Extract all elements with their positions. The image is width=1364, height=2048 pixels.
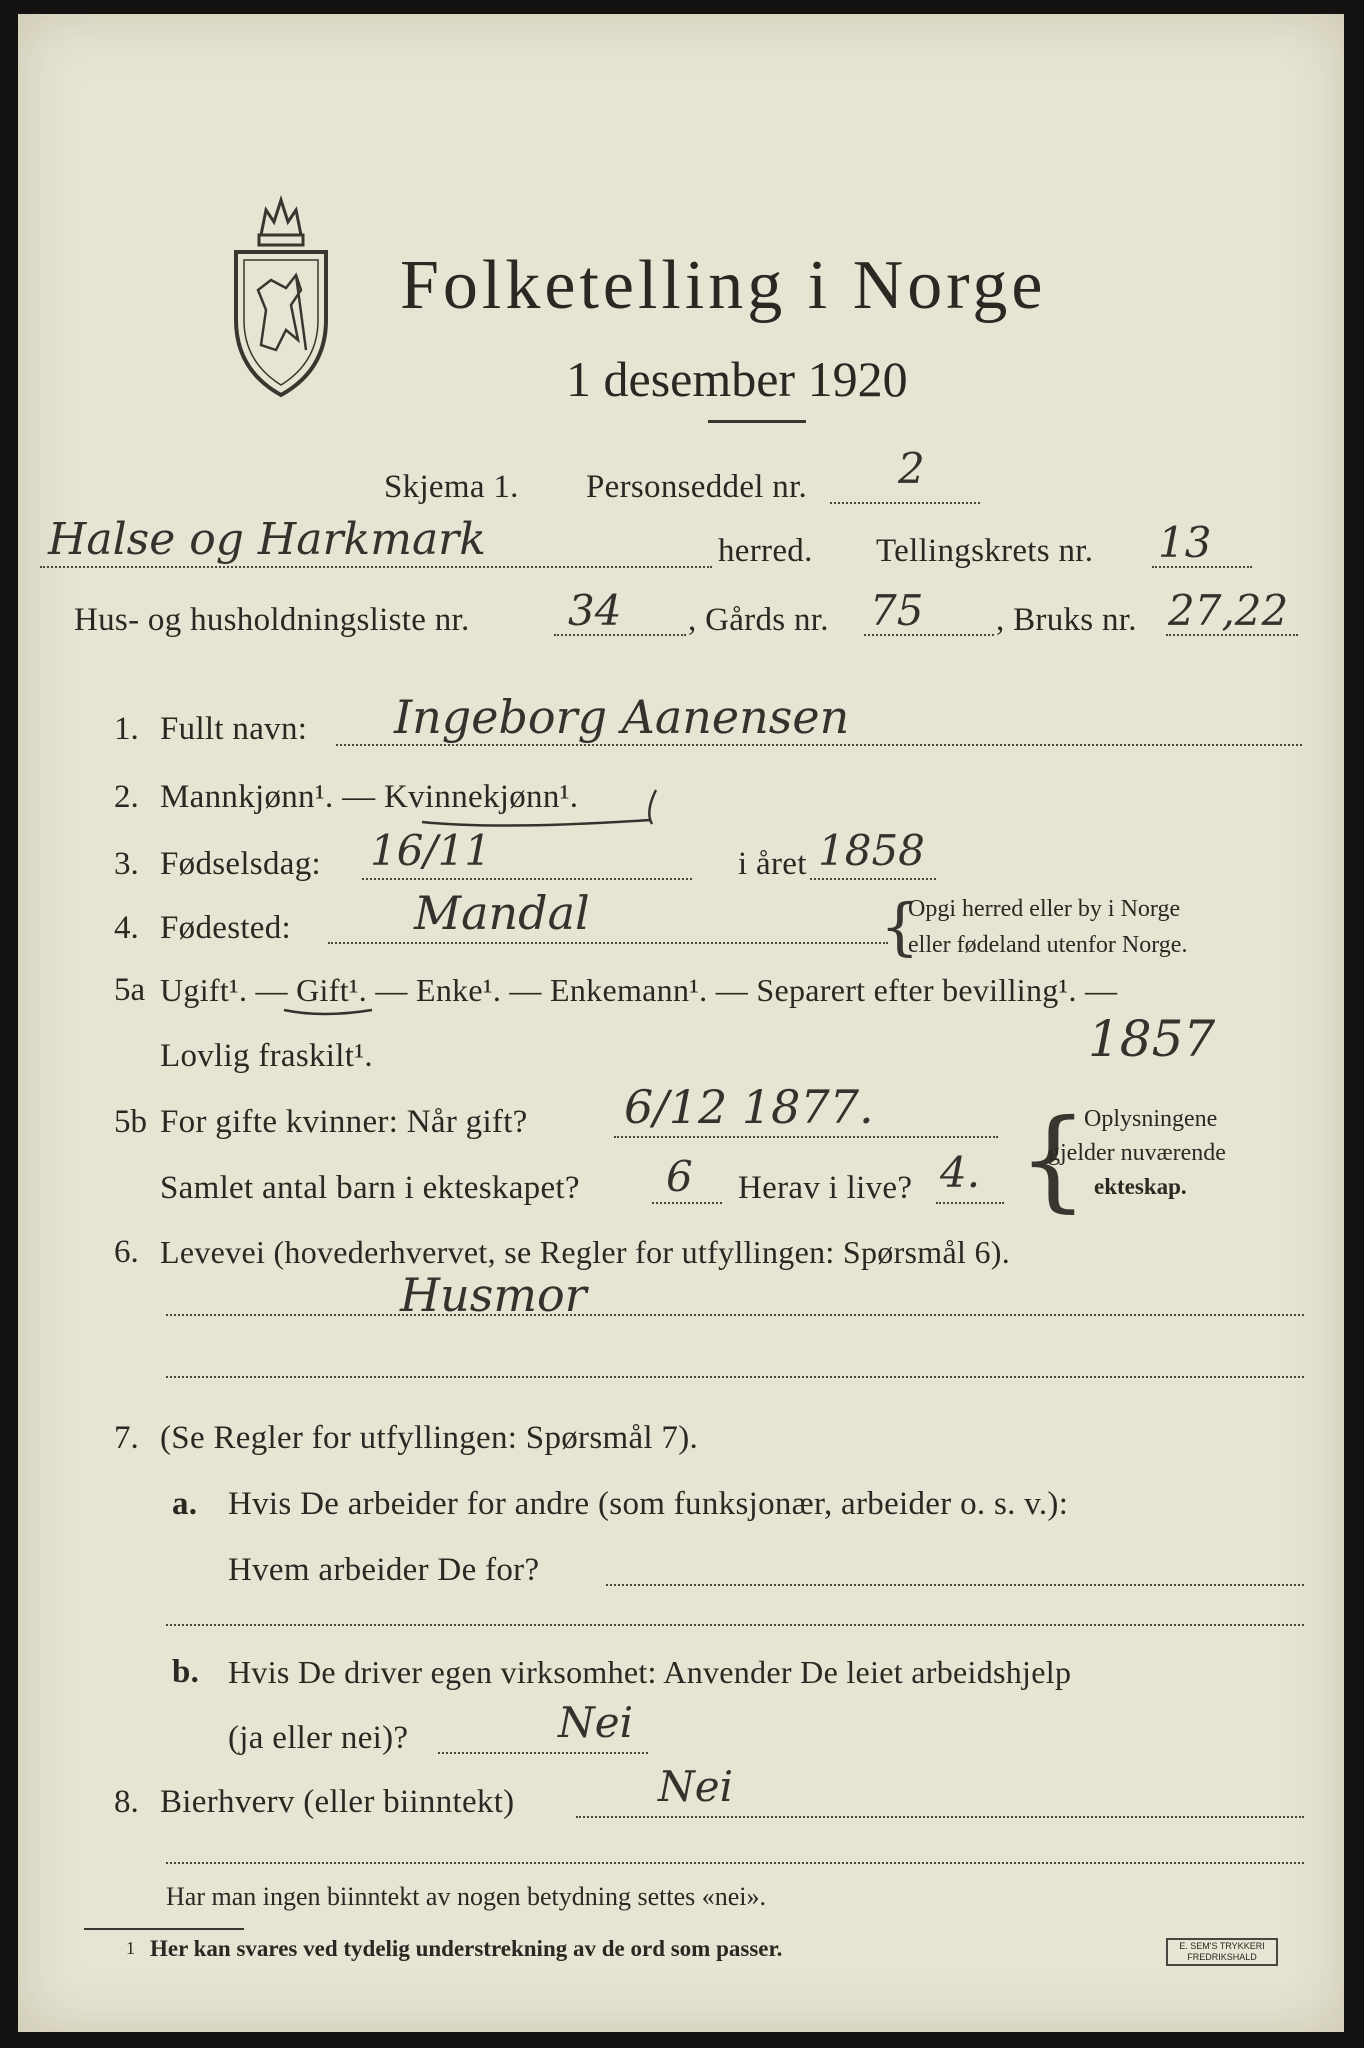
gards-value: 75 (870, 586, 924, 635)
q3-value: 16/11 (370, 826, 492, 875)
herred-line (40, 566, 712, 568)
q5b-live-value: 4. (940, 1148, 981, 1197)
q8-line (576, 1816, 1304, 1818)
q4-label: Fødested: (160, 910, 292, 946)
q5a-line2: Lovlig fraskilt¹. (160, 1038, 373, 1074)
q1-line (336, 744, 1302, 746)
q7-label: (Se Regler for utfyllingen: Spørsmål 7). (160, 1420, 699, 1456)
q7b-line (438, 1752, 648, 1754)
q7b-letter: b. (172, 1654, 200, 1690)
q7a-letter: a. (172, 1486, 198, 1522)
q3-year-value: 1858 (818, 826, 925, 875)
q3-label: Fødselsdag: (160, 846, 321, 882)
q5b-line2-label: Samlet antal barn i ekteskapet? (160, 1170, 580, 1206)
q5a-underline-mark (282, 1004, 378, 1020)
skjema-label: Skjema 1. (384, 469, 519, 505)
q6-line2 (166, 1376, 1304, 1378)
q4-note-line1: Opgi herred eller by i Norge (908, 896, 1181, 922)
q5b-brace: { (1018, 1095, 1088, 1223)
bruks-label: , Bruks nr. (996, 602, 1137, 638)
footnote-text: Her kan svares ved tydelig understrekning av de ord som passer. (150, 1936, 783, 1961)
q6-value: Husmor (400, 1268, 587, 1322)
q5b-note-line1: Oplysningene (1084, 1106, 1218, 1132)
q7b-line1: Hvis De driver egen virksomhet: Anvender De leiet arbeidshjelp (228, 1654, 1072, 1690)
q8-value: Nei (658, 1762, 734, 1811)
footer-note: Har man ingen biinntekt av nogen betydning settes «nei». (166, 1882, 767, 1911)
q4-brace: { (880, 890, 920, 963)
q3-number: 3. (114, 846, 139, 882)
q5b-note-line3: ekteskap. (1094, 1174, 1187, 1199)
coat-of-arms-icon (226, 190, 336, 400)
q6-label: Levevei (hovederhvervet, se Regler for utfyllingen: Spørsmål 6). (160, 1234, 1011, 1270)
herred-value: Halse og Harkmark (48, 514, 486, 565)
q4-note-line2: eller fødeland utenfor Norge. (908, 932, 1188, 958)
gards-label: , Gårds nr. (688, 602, 829, 638)
personseddel-value: 2 (898, 444, 925, 493)
footnote-divider (84, 1928, 244, 1930)
title-divider (708, 420, 806, 423)
q3-year-line (810, 878, 936, 880)
q3-year-label: i året (738, 846, 807, 882)
q4-value: Mandal (414, 886, 590, 940)
personseddel-line (830, 502, 980, 504)
q3-line (362, 878, 692, 880)
herred-label: herred. (718, 533, 813, 569)
q6-number: 6. (114, 1234, 139, 1270)
tellingskrets-label: Tellingskrets nr. (876, 533, 1094, 569)
q5b-line1-label: For gifte kvinner: Når gift? (160, 1104, 528, 1140)
q8-extra-line (166, 1862, 1304, 1864)
printer-stamp: E. SEM'S TRYKKERI FREDRIKSHALD (1166, 1938, 1278, 1966)
q7b-value: Nei (558, 1698, 634, 1747)
q1-label: Fullt navn: (160, 711, 308, 747)
form-title: Folketelling i Norge (400, 247, 1047, 324)
q6-line1 (166, 1314, 1304, 1316)
q5b-note-line2: gjelder nuværende (1048, 1140, 1226, 1166)
q5a-margin-note: 1857 (1088, 1010, 1216, 1068)
q5b-line1-line (614, 1136, 998, 1138)
q7a-line2: Hvem arbeider De for? (228, 1552, 540, 1588)
q5b-number: 5b (114, 1104, 147, 1140)
tellingskrets-value: 13 (1158, 518, 1212, 567)
q8-label: Bierhverv (eller biinntekt) (160, 1784, 515, 1820)
footnote-mark: 1 (126, 1938, 135, 1958)
q1-number: 1. (114, 711, 139, 747)
q5b-line2-line (652, 1202, 722, 1204)
q5b-live-line (936, 1202, 1004, 1204)
q4-line (328, 942, 888, 944)
q7a-extra-line (166, 1624, 1304, 1626)
q5a-number: 5a (114, 972, 146, 1008)
q5b-line1-value: 6/12 1877. (624, 1080, 874, 1134)
q2-number: 2. (114, 779, 139, 815)
q7a-line1: Hvis De arbeider for andre (som funksjonær, arbeider o. s. v.): (228, 1486, 1069, 1522)
census-form (18, 14, 1344, 2032)
form-date: 1 desember 1920 (566, 351, 908, 407)
q5b-line2-value: 6 (666, 1152, 693, 1201)
hus-label: Hus- og husholdningsliste nr. (74, 602, 470, 638)
q8-number: 8. (114, 1784, 139, 1820)
q7b-line2: (ja eller nei)? (228, 1720, 409, 1756)
q4-number: 4. (114, 910, 139, 946)
q2-label: Mannkjønn¹. — Kvinnekjønn¹. (160, 779, 579, 815)
q1-value: Ingeborg Aanensen (394, 690, 850, 744)
q7a-line (606, 1584, 1304, 1586)
bruks-value: 27,22 (1168, 586, 1289, 635)
q5a-line1: Ugift¹. — Gift¹. — Enke¹. — Enkemann¹. — Separert efter bevilling¹. — (160, 972, 1118, 1008)
personseddel-label: Personseddel nr. (586, 469, 808, 505)
q5b-live-label: Herav i live? (738, 1170, 913, 1206)
q7-number: 7. (114, 1420, 139, 1456)
hus-value: 34 (568, 586, 622, 635)
